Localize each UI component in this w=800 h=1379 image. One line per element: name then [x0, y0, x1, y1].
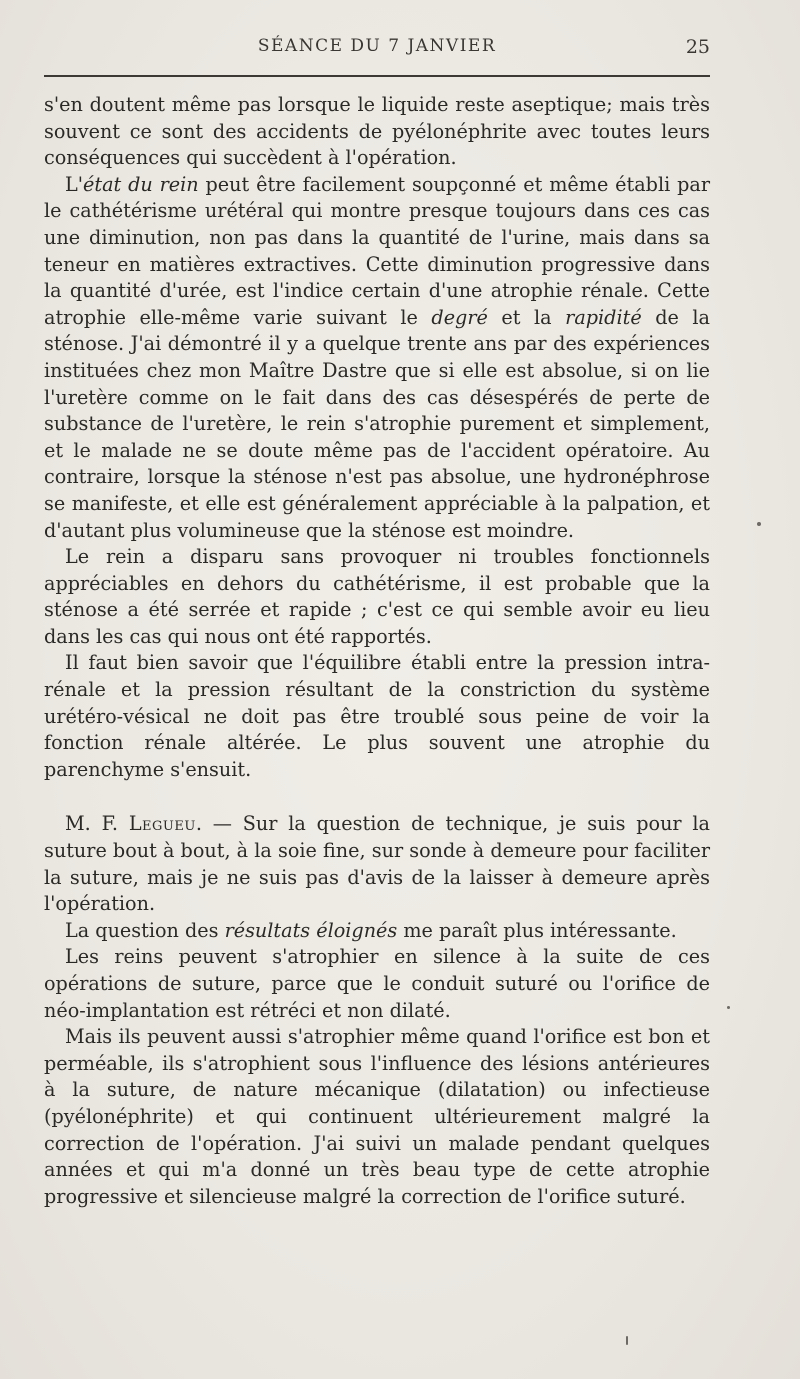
paragraph [44, 650, 710, 783]
page-header [44, 36, 710, 66]
paragraph [44, 92, 710, 172]
italic-text: résultats éloignés [224, 918, 398, 942]
paragraph [44, 811, 710, 917]
italic-text: état du rein [83, 172, 199, 196]
body-text [44, 92, 710, 1210]
paragraph [44, 544, 710, 650]
header-rule [44, 75, 710, 77]
scan-speck [626, 1336, 628, 1345]
running-head: SÉANCE DU 7 JANVIER [257, 36, 497, 56]
text-run: s'en doutent même pas lorsque le liquide reste aseptique; mais très souvent ce sont des accidents de pyélonéphrite avec toutes leurs conséquences qui succèdent à l'opération. [44, 93, 710, 170]
paragraph [44, 944, 710, 1024]
text-run: Il faut bien savoir que l'équilibre établi entre la pression intra-rénale et la pression résultant de la constriction du système urétéro-vésical ne doit pas être troublé sous peine de voir la fonction rénale altérée. Le plus souvent une atrophie du parenchyme s'ensuit. [44, 651, 710, 781]
text-run: L' [65, 172, 84, 196]
text-run: Le rein a disparu sans provoquer ni troubles fonctionnels appréciables en dehors du cathétérisme, il est probable que la sténose a été serrée et rapide ; c'est ce qui semble avoir eu lieu dans les cas qui nous ont été rapportés. [44, 545, 710, 648]
scan-speck [727, 1006, 730, 1009]
text-run: M. F. [65, 812, 129, 836]
paragraph [44, 1024, 710, 1210]
text-run: . — Sur la question de technique, je suis pour la suture bout à bout, à la soie fine, sur sonde à demeure pour faciliter la suture, mais je ne suis pas d'avis de la laisser à demeure après l'opération. [44, 812, 710, 916]
text-run: et la [487, 305, 566, 329]
italic-text: degré [431, 305, 488, 329]
text-run: La question des [65, 918, 225, 942]
paragraph [44, 172, 710, 544]
text-run: peut être facilement soupçonné et même établi par le cathétérisme urétéral qui montre presque toujours dans ces cas une diminution, non pas dans la quantité de l'urine, mais dans sa teneur en matières extractives. Cette diminution progressive dans la quantité d'urée, est l'indice certain d'une atrophie rénale. Cette atrophie elle-même varie suivant le [44, 172, 710, 329]
speaker-name: Legueu [128, 812, 196, 836]
text-run: de la sténose. J'ai démontré il y a quelque trente ans par des expériences instituées chez mon Maître Dastre que si elle est absolue, si on lie l'uretère comme on le fait dans des cas désespérés de perte de substance de l'uretère, le rein s'atrophie purement et simplement, et le malade ne se doute même pas de l'accident opératoire. Au contraire, lorsque la sténose n'est pas absolue, une hydronéphrose se manifeste, et elle est généralement appréciable à la palpation, et d'autant plus volumineuse que la sténose est moindre. [44, 305, 710, 542]
text-run: Mais ils peuvent aussi s'atrophier même quand l'orifice est bon et perméable, ils s'atrophient sous l'influence des lésions antérieures à la suture, de nature mécanique (dilatation) ou infectieuse (pyélonéphrite) et qui continuent ultérieurement malgré la correction de l'opération. J'ai suivi un malade pendant quelques années et qui m'a donné un très beau type de cette atrophie progressive et silencieuse malgré la correction de l'orifice suturé. [44, 1025, 710, 1208]
italic-text: rapidité [565, 305, 642, 329]
paragraph [44, 918, 710, 945]
scan-speck [757, 522, 761, 526]
text-run: Les reins peuvent s'atrophier en silence à la suite de ces opérations de suture, parce que le conduit suturé ou l'orifice de néo-implantation est rétréci et non dilaté. [44, 945, 710, 1022]
page-number: 25 [685, 36, 710, 58]
text-run: me paraît plus intéressante. [397, 918, 677, 942]
